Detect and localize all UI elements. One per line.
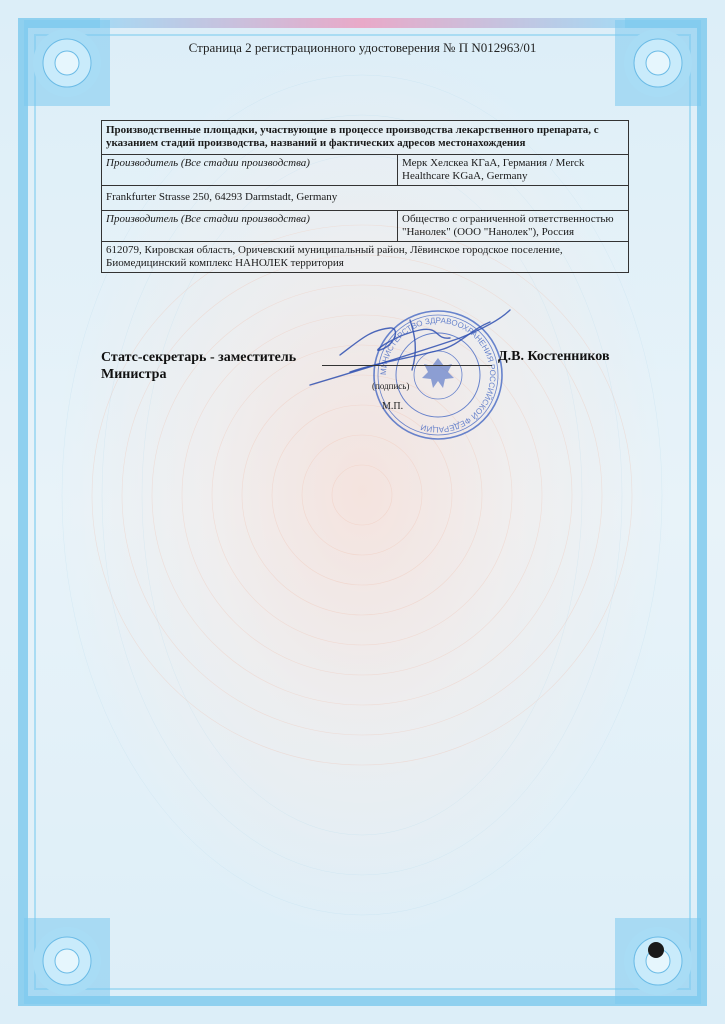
production-sites-table — [101, 120, 629, 273]
corner-rosette-icon — [24, 20, 110, 106]
signatory-title-line: Министра — [101, 367, 167, 382]
stamp-mark: М.П. — [382, 401, 404, 412]
signature-line — [322, 365, 492, 366]
table-row — [102, 211, 629, 242]
manufacturer-name: Мерк Хелскеа КГаА, Германия / Merck Healthcare KGaA, Germany — [398, 155, 629, 186]
manufacturer-name: Общество с ограниченной ответственностью "Нанолек" (ООО "Нанолек"), Россия — [398, 211, 629, 242]
decorative-top-band — [100, 18, 625, 28]
signatory-title-line: Статс-секретарь - заместитель — [101, 350, 297, 365]
manufacturer-address: 612079, Кировская область, Оричевский муниципальный район, Лёвинское городское поселение, Биомедицинский комплекс НАНОЛЕК территория — [102, 242, 629, 273]
table-row — [102, 155, 629, 186]
table-heading-row — [102, 121, 629, 155]
corner-rosette-icon — [24, 918, 110, 1004]
manufacturer-role: Производитель (Все стадии производства) — [102, 155, 398, 186]
punch-hole-icon — [648, 942, 664, 958]
signatory-title — [101, 349, 296, 383]
corner-rosette-icon — [615, 20, 701, 106]
table-row — [102, 186, 629, 211]
table-heading: Производственные площадки, участвующие в процессе производства лекарственного препарата, с указанием стадий производства, названий и фактических адресов местонахождения — [102, 121, 629, 155]
corner-rosette-icon — [615, 918, 701, 1004]
handwritten-signature-icon — [300, 300, 520, 400]
signatory-name: Д.В. Костенников — [498, 349, 610, 364]
manufacturer-role: Производитель (Все стадии производства) — [102, 211, 398, 242]
seal-ring-text: МИНИСТЕРСТВО ЗДРАВООХРАНЕНИЯ РОССИЙСКОЙ ФЕДЕРАЦИИ — [378, 315, 498, 435]
manufacturer-address: Frankfurter Strasse 250, 64293 Darmstadt, Germany — [102, 186, 629, 211]
page-header: Страница 2 регистрационного удостоверения № П N012963/01 — [188, 40, 537, 55]
signature-caption: (подпись) — [372, 381, 410, 391]
table-row — [102, 242, 629, 273]
